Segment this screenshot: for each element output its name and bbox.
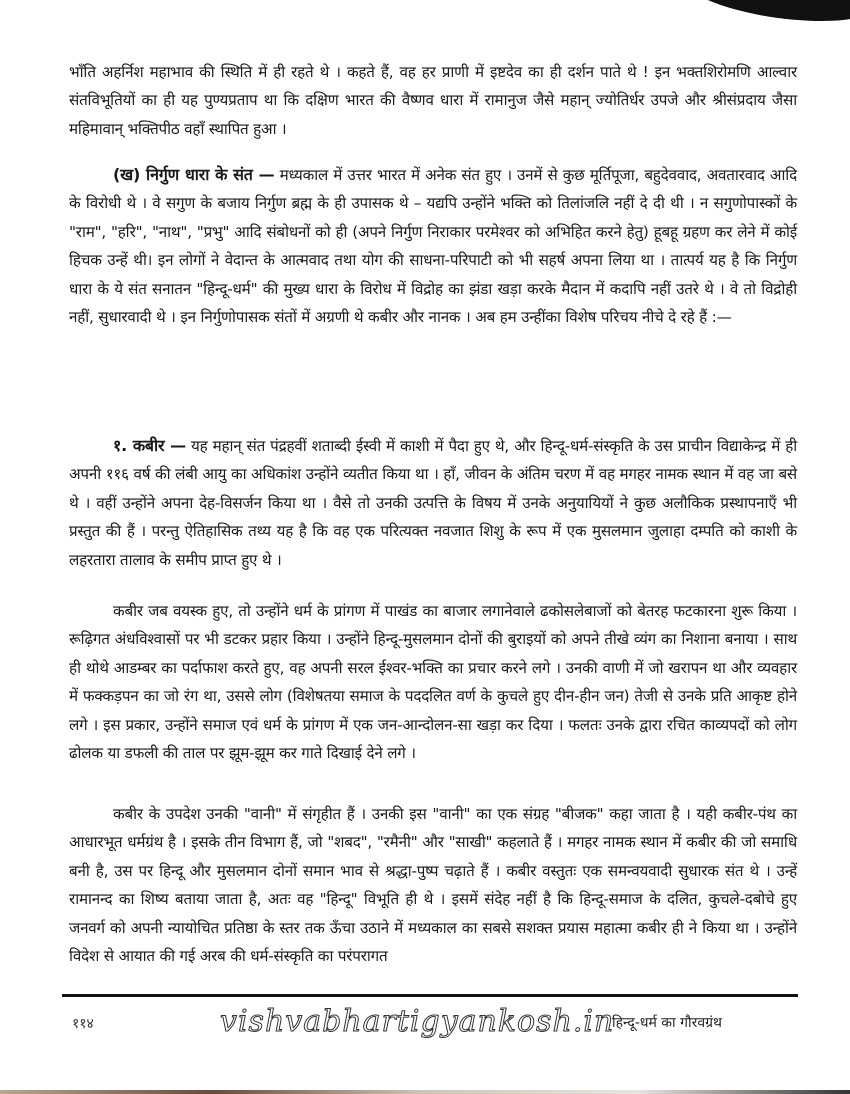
paragraph-kabir-vani [69, 800, 797, 970]
paragraph-kabir-teachings [69, 597, 797, 767]
watermark-text: vishvabhartigyankosh.in [220, 1004, 615, 1039]
paragraph-text: मध्यकाल में उत्तर भारत में अनेक संत हुए । उनमें से कुछ मूर्तिपूजा, बहुदेववाद, अवतारवाद आदि के विरोधी थे । वे सगुण के बजाय निर्गुण ब्रह्म के ही उपासक थे – यद्यपि उन्होंने भक्ति को तिलांजलि नहीं दे दी थी । न सगुणोपास्कों के "राम", "हरि", "नाथ", "प्रभु" आदि संबोधनों को ही (अपने निर्गुण निराकार परमेश्वर को अभिहित करने हेतु) हूबहू ग्रहण कर लेने में कोई हिचक उन्हें थी। इन लोगों ने वेदान्त के आत्मवाद तथा योग की साधना-परिपाटी को भी सहर्ष अपना लिया था । तात्पर्य यह है कि निर्गुण धारा के ये संत सनातन "हिन्दू-धर्म" की मुख्य धारा के विरोध में विद्रोह का झंडा खड़ा करके मैदान में कदापि नहीं उतरे थे । वे तो विद्रोही नहीं, सुधारवादी थे । इन निर्गुणोपासक संतों में अग्रणी थे कबीर और नानक । अब हम उन्हींका विशेष परिचय नीचे दे रहे हैं :— [69, 166, 798, 327]
page-corner-shadow [677, 0, 850, 32]
paragraph-text: कबीर के उपदेश उनकी "वानी" में संगृहीत हैं । उनकी इस "वानी" का एक संग्रह "बीजक" कहा जाता है । यही कबीर-पंथ का आधारभूत धर्मग्रंथ है । इसके तीन विभाग हैं, जो "शबद", "रमैनी" और "साखी" कहलाते हैं । मगहर नामक स्थान में कबीर की जो समाधि बनी है, उस पर हिन्दू और मुसलमान दोनों समान भाव से श्रद्धा-पुष्प चढ़ाते हैं । कबीर वस्तुतः एक समन्वयवादी सुधारक संत थे । उन्हें रामानन्द का शिष्य बताया जाता है, अतः वह "हिन्दू" विभूति ही थे । इसमें संदेह नहीं है कि हिन्दू-समाज के दलित, कुचले-दबोचे हुए जनवर्ग को अपनी न्यायोचित प्रतिष्ठा के स्तर तक ऊँचा उठाने में मध्यकाल का सबसे सशक्त प्रयास महात्मा कबीर ही ने किया था । उन्होंने विदेश से आयात की गई अरब की धर्म-संस्कृति का परंपरागत [69, 805, 797, 966]
page-bottom-edge [0, 1090, 850, 1094]
section-heading-kabir: १. कबीर — [113, 436, 186, 455]
paragraph-text: यह महान् संत पंद्रहवीं शताब्दी ईस्वी में काशी में पैदा हुए थे, और हिन्दू-धर्म-संस्कृति के उस प्राचीन विद्याकेन्द्र में ही अपनी ११६ वर्ष की लंबी आयु का अधिकांश उन्होंने व्यतीत किया था । हाँ, जीवन के अंतिम चरण में वह मगहर नामक स्थान में वह जा बसे थे । वहीं उन्होंने अपना देह-विसर्जन किया था । वैसे तो उनकी उत्पत्ति के विषय में उनके अनुयायियों ने कुछ अलौकिक प्रस्थापनाएँ भी प्रस्तुत की हैं । परन्तु ऐतिहासिक तथ्य यह है कि वह एक परित्यक्त नवजात शिशु के रूप में एक मुसलमान जुलाहा दम्पति को काशी के लहरतारा तालाव के समीप प्राप्त हुए थे । [69, 437, 797, 569]
paragraph-body [69, 161, 797, 331]
paragraph-nirgun-section [69, 161, 797, 331]
section-heading-nirgun: (ख) निर्गुण धारा के संत — [113, 165, 275, 184]
paragraph-kabir-intro [69, 432, 797, 574]
page-number: ११४ [72, 1016, 94, 1032]
paragraph-text: कबीर जब वयस्क हुए, तो उन्होंने धर्म के प्रांगण में पाखंड का बाजार लगानेवाले ढकोसलेबाजों को बेतरह फटकारना शुरू किया । रूढ़िगत अंधविश्वासों पर भी डटकर प्रहार किया । उन्होंने हिन्दू-मुसलमान दोनों की बुराइयों को अपने तीखे व्यंग का निशाना बनाया । साथ ही थोथे आडम्बर का पर्दाफाश करते हुए, वह अपनी सरल ईश्वर-भक्ति का प्रचार करने लगे । उनकी वाणी में जो खरापन था और व्यवहार में फक्कड़पन का जो रंग था, उससे लोग (विशेषतया समाज के पददलित वर्ण के कुचले हुए दीन-हीन जन) तेजी से उनके प्रति आकृष्ट होने लगे । इस प्रकार, उन्होंने समाज एवं धर्म के प्रांगण में एक जन-आन्दोलन-सा खड़ा कर दिया । फलतः उनके द्वारा रचित काव्यपदों को लोग ढोलक या डफली की ताल पर झूम-झूम कर गाते दिखाई देने लगे । [69, 602, 797, 763]
paragraph-intro-continuation [69, 58, 797, 143]
footer-divider [62, 994, 798, 997]
running-footer-title: हिन्दू-धर्म का गौरवग्रंथ [612, 1015, 722, 1031]
paragraph-body [69, 432, 797, 574]
paragraph-text: भाँति अहर्निश महाभाव की स्थिति में ही रहते थे । कहते हैं, वह हर प्राणी में इष्टदेव का ही दर्शन पाते थे ! इन भक्तशिरोमणि आल्वार संतविभूतियों का ही यह पुण्यप्रताप था कि दक्षिण भारत की वैष्णव धारा में रामानुज जैसे महान् ज्योतिर्धर उपजे और श्रीसंप्रदाय जैसा महिमावान् भक्तिपीठ वहाँ स्थापित हुआ । [69, 63, 797, 138]
